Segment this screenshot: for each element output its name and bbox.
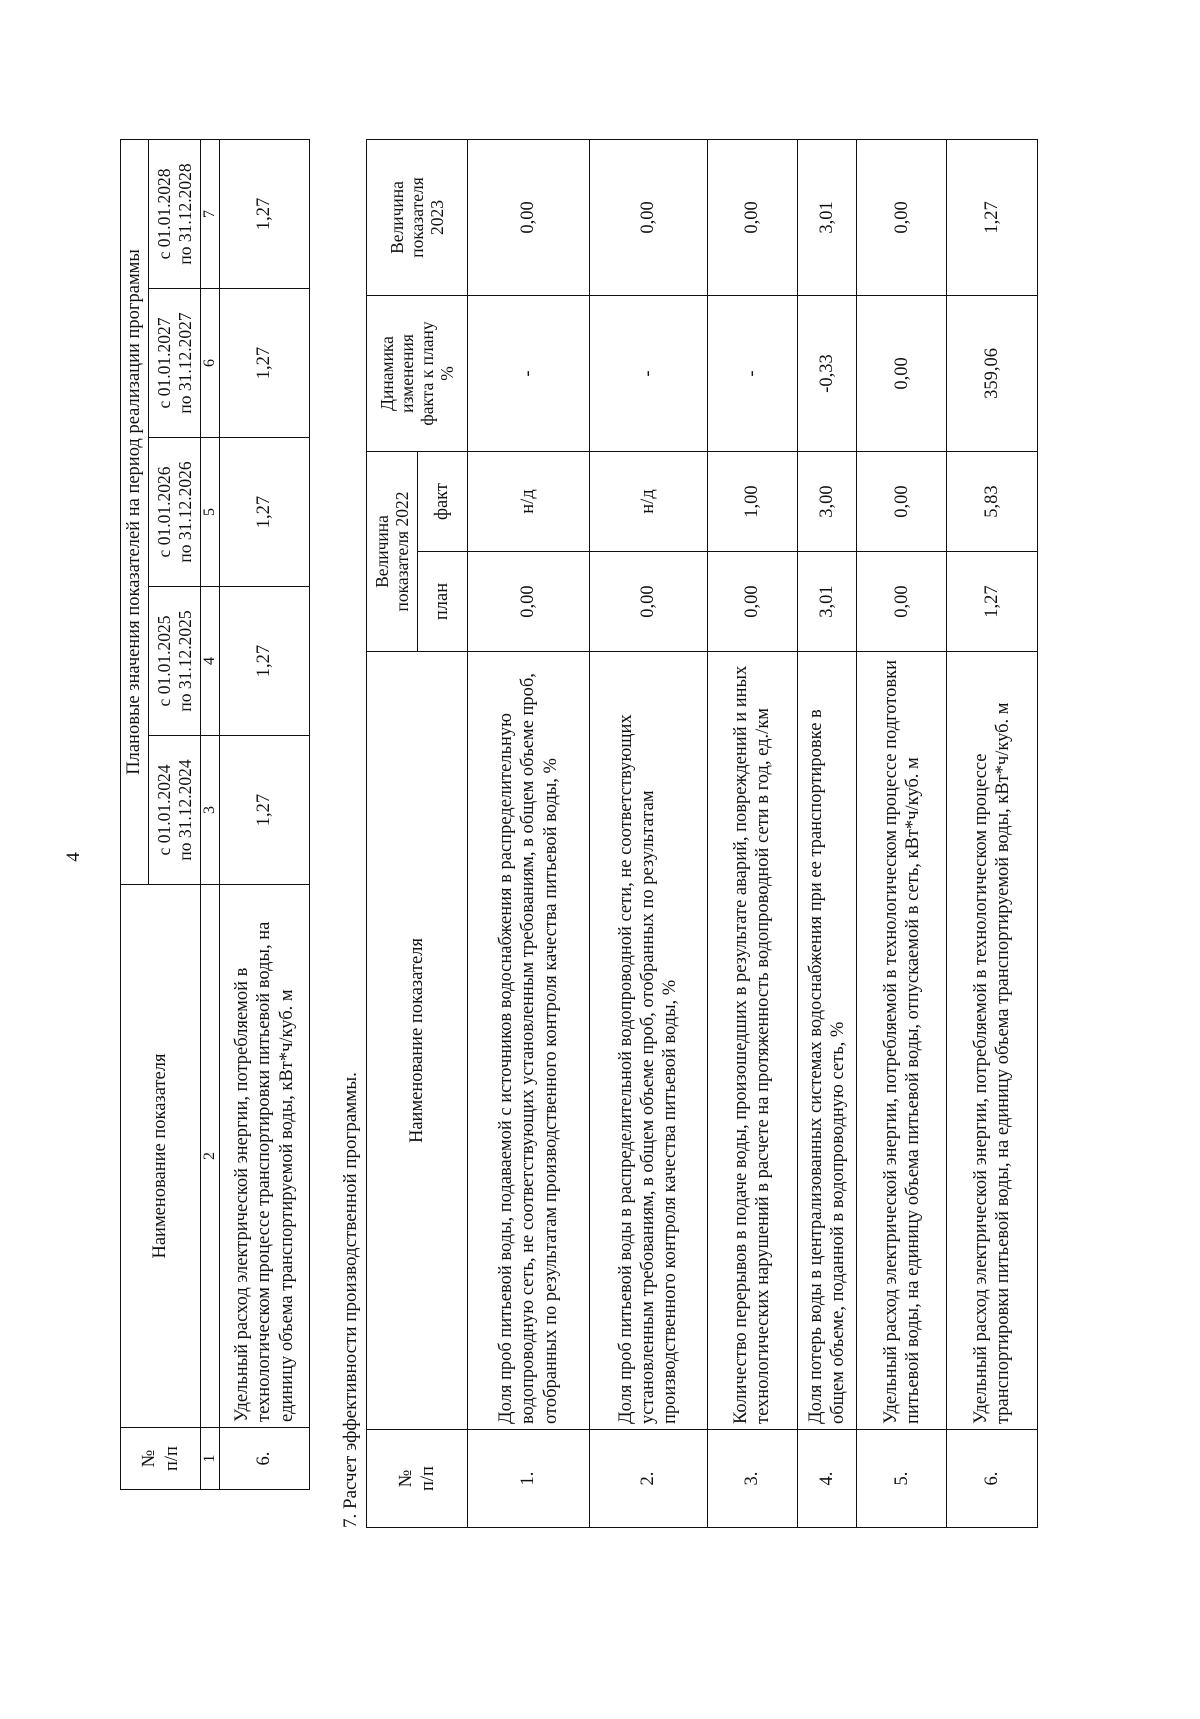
row-plan: 0,00 [467, 552, 589, 652]
header-value-2022: Величина показателя 2022 [367, 451, 418, 651]
table-row [220, 139, 310, 1489]
row-indicator-name: Доля проб питьевой воды, подаваемой с источников водоснабжения в распределительную водопроводную сеть, не соответствующих установленным требованиям, в общем объеме проб, отобранных по результатам производственного контроля качества питьевой воды, % [467, 652, 589, 1430]
value-2025: 1,27 [220, 587, 310, 736]
header-indicator-name: Наименование показателя [367, 652, 468, 1430]
row-num: 6. [947, 1430, 1038, 1528]
page-number: 4 [63, 852, 84, 862]
row-value-2023: 0,00 [857, 139, 947, 295]
row-fact: 0,00 [857, 451, 947, 551]
value-2027: 1,27 [220, 289, 310, 438]
planned-values-table-block [120, 140, 310, 1490]
row-dynamics: - [590, 295, 708, 451]
row-value-2023: 0,00 [707, 139, 797, 295]
row-indicator-name: Количество перерывов в подаче воды, произошедших в результате аварий, повреждений и иных технологических нарушений в расчете на протяженность водопроводной сети в год, ед./км [707, 652, 797, 1430]
row-num: 5. [857, 1430, 947, 1528]
row-plan: 3,01 [798, 552, 857, 652]
row-value-2023: 3,01 [798, 139, 857, 295]
index-cell: 3 [201, 736, 220, 885]
section-title: 7. Расчет эффективности производственной программы. [340, 1072, 361, 1528]
row-value-2023: 1,27 [947, 139, 1038, 295]
header-period-2025: с 01.01.2025 по 31.12.2025 [149, 587, 201, 736]
row-fact: н/д [590, 451, 708, 551]
index-cell: 7 [201, 139, 220, 288]
row-num: 6. [220, 1428, 310, 1490]
efficiency-section [338, 140, 1038, 1528]
table-row [707, 139, 797, 1527]
header-fact: факт [418, 451, 468, 551]
header-plan: план [418, 552, 468, 652]
table-row [857, 139, 947, 1527]
index-cell: 1 [201, 1428, 220, 1490]
header-num: № п/п [121, 1428, 201, 1490]
table-row [947, 139, 1038, 1527]
table-row [467, 139, 589, 1527]
row-plan: 0,00 [857, 552, 947, 652]
row-indicator-name: Удельный расход электрической энергии, потребляемой в технологическом процессе транспортировки питьевой воды, на единицу объема транспортируемой воды, кВт*ч/куб. м [947, 652, 1038, 1430]
row-value-2023: 0,00 [467, 139, 589, 295]
row-plan: 0,00 [590, 552, 708, 652]
row-fact: 5,83 [947, 451, 1038, 551]
index-cell: 2 [201, 885, 220, 1428]
row-dynamics: -0,33 [798, 295, 857, 451]
header-num: № п/п [367, 1430, 468, 1528]
planned-values-table [120, 139, 310, 1490]
row-indicator-name: Доля проб питьевой воды в распределительной водопроводной сети, не соответствующих установленным требованиям, в общем объеме проб, отобранных по результатам производственного контроля качества питьевой воды, % [590, 652, 708, 1430]
row-dynamics: - [707, 295, 797, 451]
value-2026: 1,27 [220, 438, 310, 587]
row-value-2023: 0,00 [590, 139, 708, 295]
row-num: 1. [467, 1430, 589, 1528]
header-period-2024: с 01.01.2024 по 31.12.2024 [149, 736, 201, 885]
header-value-2023: Величина показателя 2023 [367, 139, 468, 295]
row-indicator-name: Удельный расход электрической энергии, потребляемой в технологическом процессе транспортировки питьевой воды, на единицу объема транспортируемой воды, кВт*ч/куб. м [220, 885, 310, 1428]
row-fact: н/д [467, 451, 589, 551]
row-dynamics: 0,00 [857, 295, 947, 451]
header-indicator-name: Наименование показателя [121, 885, 201, 1428]
row-fact: 1,00 [707, 451, 797, 551]
value-2024: 1,27 [220, 736, 310, 885]
index-cell: 6 [201, 289, 220, 438]
header-period-2026: с 01.01.2026 по 31.12.2026 [149, 438, 201, 587]
index-cell: 5 [201, 438, 220, 587]
row-indicator-name: Удельный расход электрической энергии, потребляемой в технологическом процессе подготовки питьевой воды, на единицу объема питьевой воды, отпускаемой в сеть, кВт*ч/куб. м [857, 652, 947, 1430]
row-num: 2. [590, 1430, 708, 1528]
row-indicator-name: Доля потерь воды в централизованных системах водоснабжения при ее транспортировке в общем объеме, поданной в водопроводную сеть, % [798, 652, 857, 1430]
row-plan: 1,27 [947, 552, 1038, 652]
row-plan: 0,00 [707, 552, 797, 652]
efficiency-table [366, 139, 1038, 1528]
row-fact: 3,00 [798, 451, 857, 551]
header-planned-values: Плановые значения показателей на период реализации программы [121, 139, 149, 884]
index-cell: 4 [201, 587, 220, 736]
row-dynamics: 359,06 [947, 295, 1038, 451]
row-dynamics: - [467, 295, 589, 451]
header-period-2028: с 01.01.2028 по 31.12.2028 [149, 139, 201, 288]
table-row [590, 139, 708, 1527]
header-period-2027: с 01.01.2027 по 31.12.2027 [149, 289, 201, 438]
value-2028: 1,27 [220, 139, 310, 288]
row-num: 3. [707, 1430, 797, 1528]
row-num: 4. [798, 1430, 857, 1528]
table-row [798, 139, 857, 1527]
header-dynamics: Динамика изменения факта к плану % [367, 295, 468, 451]
